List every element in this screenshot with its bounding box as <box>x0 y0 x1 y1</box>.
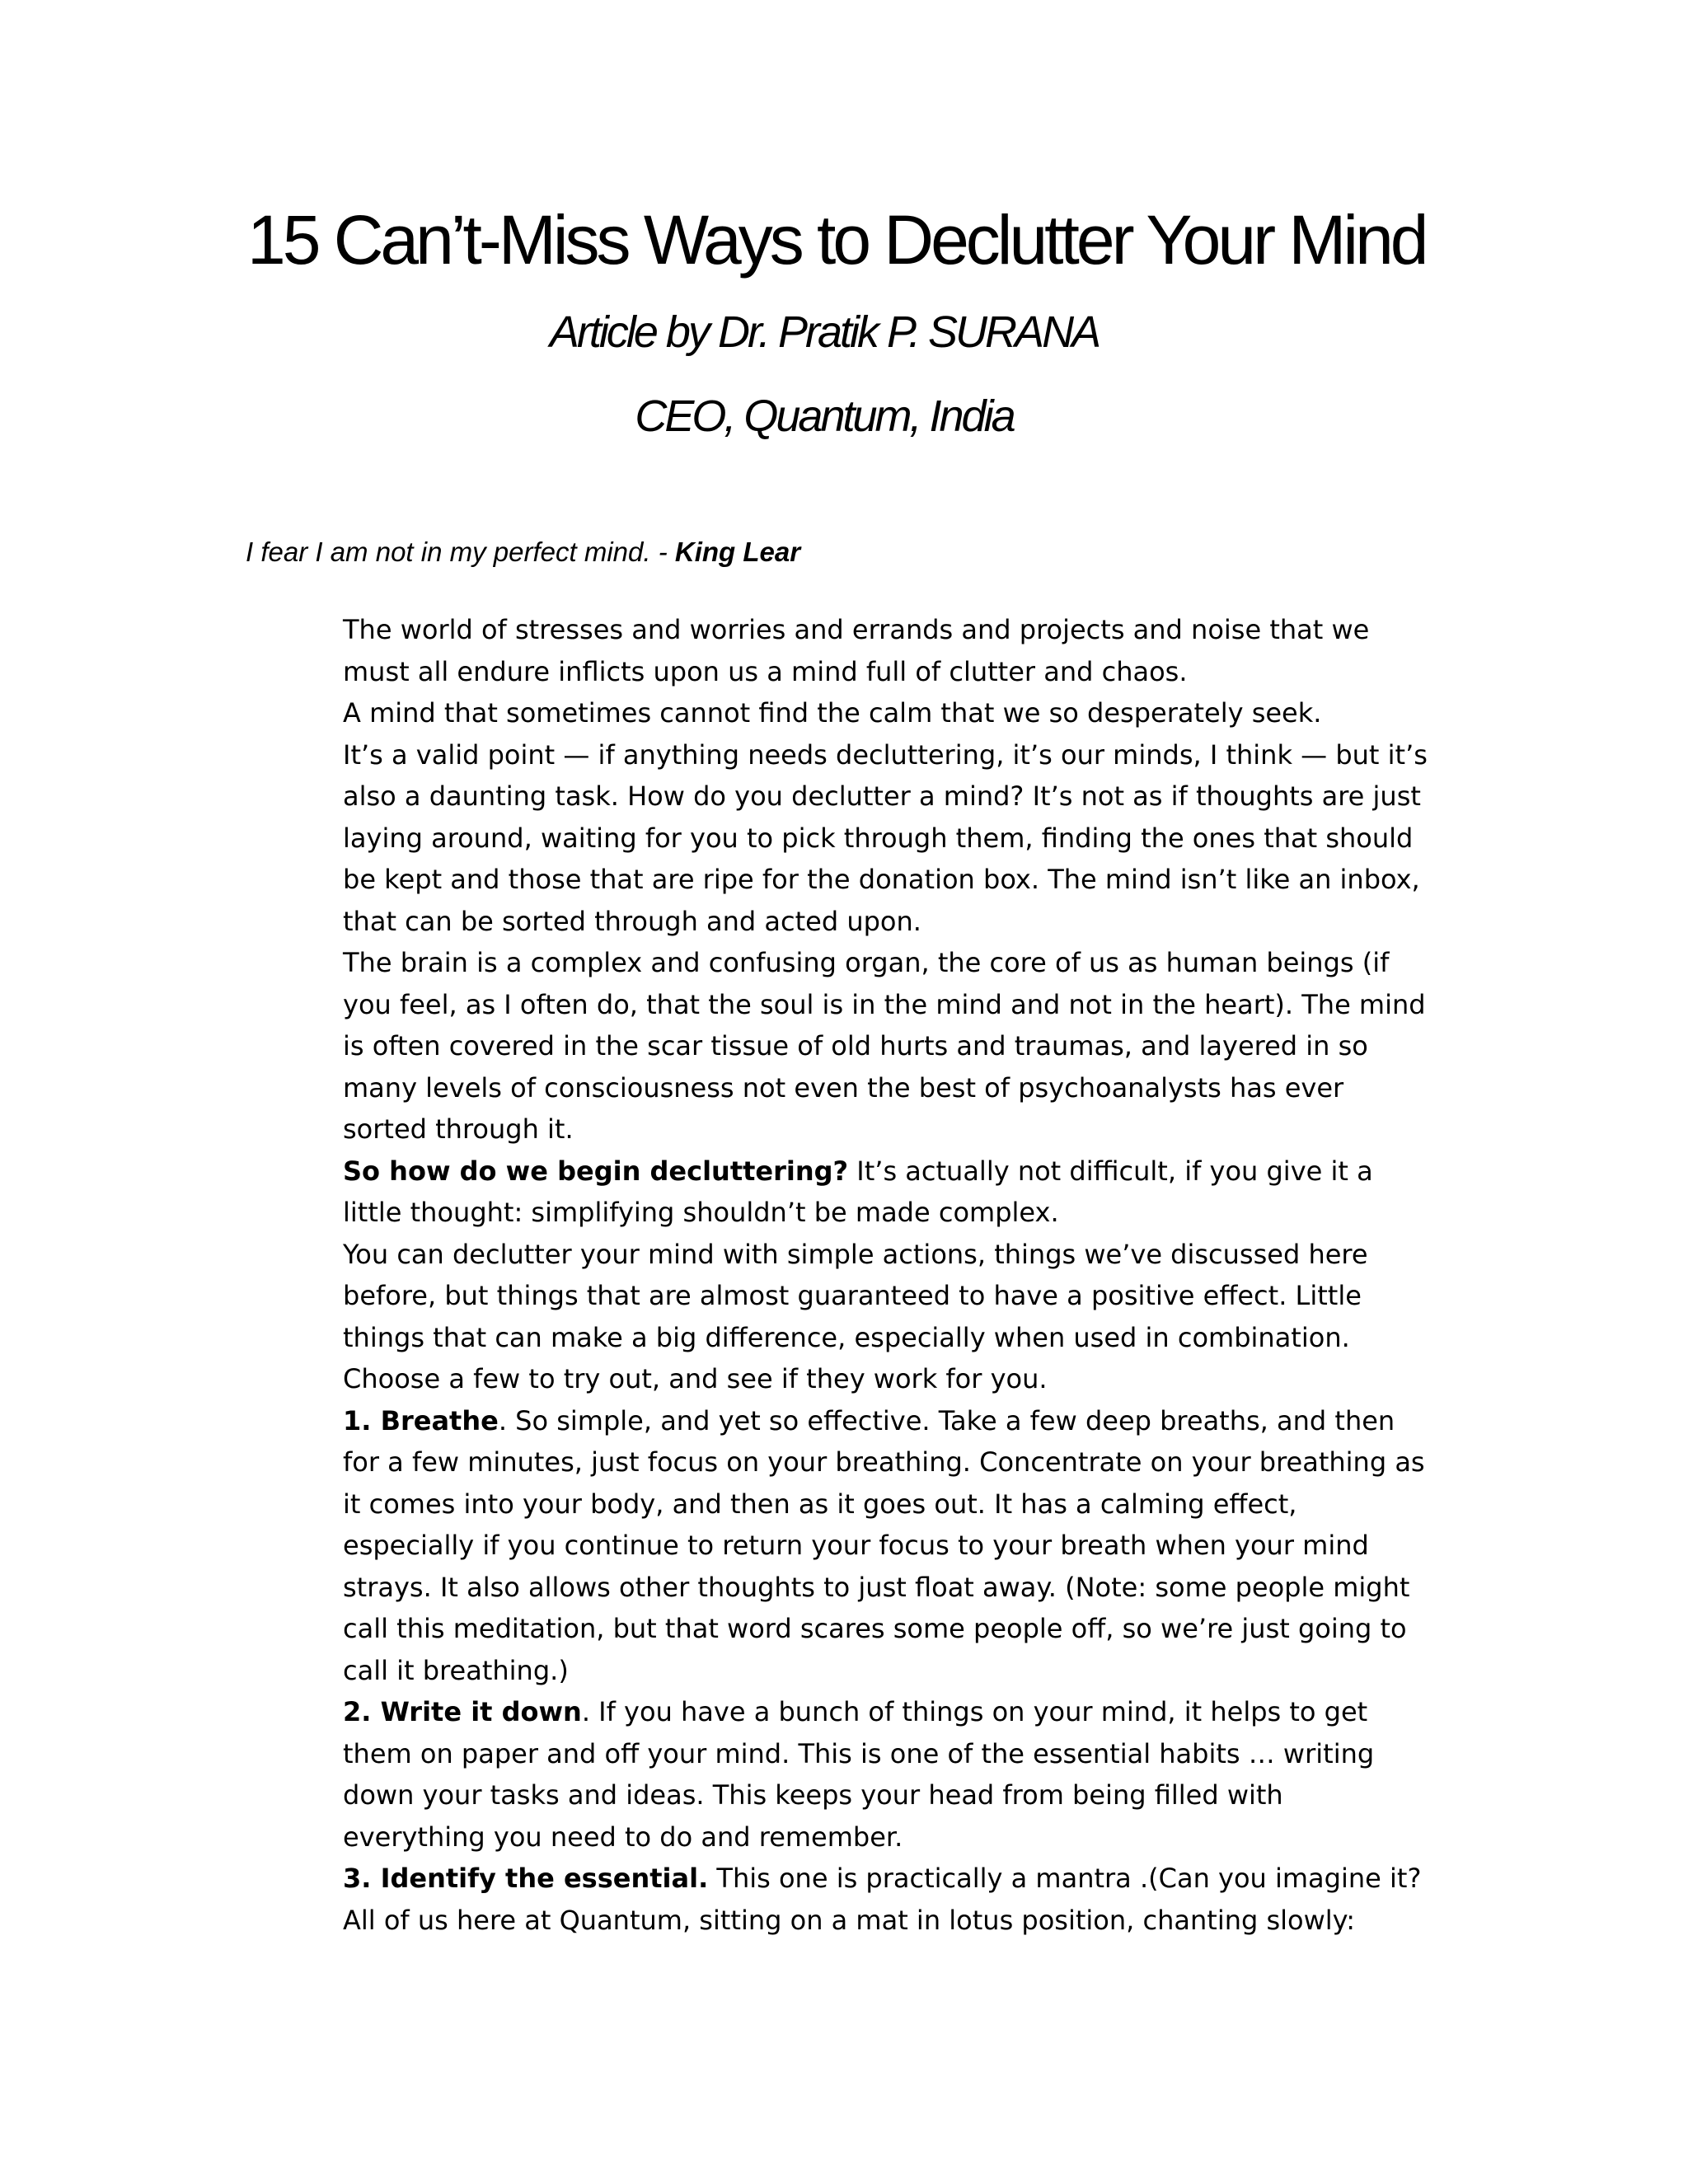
body-paragraph: You can declutter your mind with simple actions, things we’ve discussed here before, but things that are almost guaranteed to have a positive effect. Little things that can make a big difference, especially when used in combination. <box>343 1238 1368 1353</box>
list-item-text: . So simple, and yet so effective. Take a few deep breaths, and then for a few minutes, just focus on your breathing. Concentrate on your breathing as it comes into your body, and then as it goes out. It has a calming effect, especially if you continue to return your focus to your breath when your mind strays. It also allows other thoughts to just float away. (Note: some people might call this meditation, but that word scares some people off, so we’re just going to call it breathing.) <box>343 1404 1425 1686</box>
list-item <box>343 1858 1431 1941</box>
epigraph-quote: I fear I am not in my perfect mind. - <box>246 537 675 567</box>
body-paragraph: The world of stresses and worries and errands and projects and noise that we must all endure inflicts upon us a mind full of clutter and chaos. <box>343 614 1370 687</box>
list-item <box>343 1691 1431 1858</box>
list-item-lead: 3. Identify the essential. <box>343 1863 709 1894</box>
body-paragraph: Choose a few to try out, and see if they work for you. <box>343 1363 1048 1394</box>
epigraph <box>246 534 800 570</box>
list-item-text: . If you have a bunch of things on your mind, it helps to get them on paper and off your mind. This is one of the essential habits … writing down your tasks and ideas. This keeps your head from being filled with everything you need to do and remember. <box>343 1696 1375 1853</box>
body-paragraph: A mind that sometimes cannot find the calm that we so desperately seek. <box>343 697 1322 729</box>
list-item-lead: 1. Breathe <box>343 1404 499 1436</box>
author-role: CEO, Quantum, India <box>635 391 1014 441</box>
body-paragraph: The brain is a complex and confusing organ, the core of us as human beings (if you feel, as I often do, that the soul is in the mind and not in the heart). The mind is often covered in the scar tissue of old hurts and traumas, and layered in so many levels of consciousness not even the best of psychoanalysts has ever sorted through it. <box>343 947 1426 1145</box>
body-paragraph: It’s a valid point — if anything needs decluttering, it’s our minds, I think — but it’s also a daunting task. How do you declutter a mind? It’s not as if thoughts are just laying around, waiting for you to pick through them, finding the ones that should be kept and those that are ripe for the donation box. The mind isn’t like an inbox, that can be sorted through and acted upon. <box>343 738 1428 937</box>
article-body <box>343 609 1431 1941</box>
begin-paragraph <box>343 1151 1431 1234</box>
begin-lead: So how do we begin decluttering? <box>343 1155 849 1187</box>
epigraph-attribution: King Lear <box>674 537 801 567</box>
list-item-lead: 2. Write it down <box>343 1696 582 1727</box>
list-item <box>343 1400 1431 1692</box>
article-title: 15 Can’t-Miss Ways to Declutter Your Mind <box>247 201 1426 279</box>
begin-text: It’s actually not difficult, if you give it a little thought: simplifying shouldn’t be made complex. <box>343 1155 1373 1228</box>
list-item-text: This one is practically a mantra .(Can you imagine it? All of us here at Quantum, sitting on a mat in lotus position, chanting slowly: <box>343 1863 1422 1936</box>
article-byline: Article by Dr. Pratik P. SURANA <box>549 307 1100 357</box>
